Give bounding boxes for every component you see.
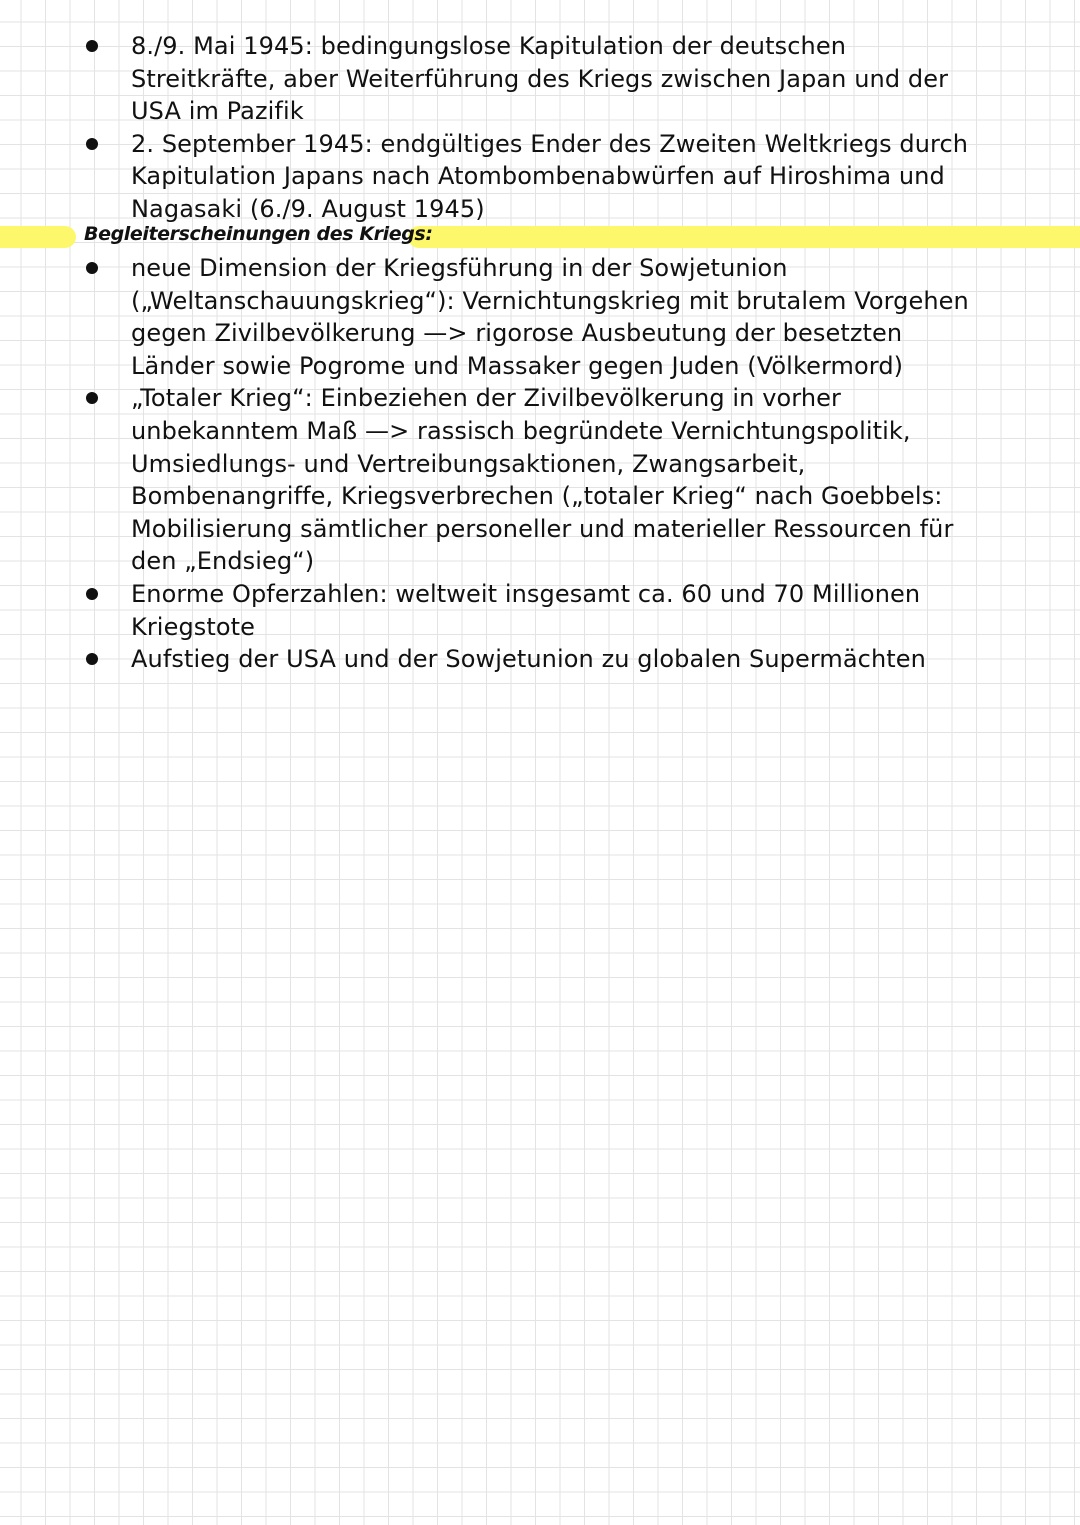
list-item-text: neue Dimension der Kriegsführung in der Sowjetunion („Weltanschauungskrieg“): Vernichtungskrieg mit brutalem Vorgehen gegen Zivilbevölkerung —> rigorose Ausbeutung der besetzten Länder sowie Pogrome und Massaker gegen Juden (Völkermord): [131, 254, 969, 380]
list-item-text: Aufstieg der USA und der Sowjetunion zu globalen Supermächten: [131, 645, 926, 674]
consequences-list: [0, 252, 1080, 676]
list-item: [0, 643, 1080, 676]
highlight-marker-right: [408, 226, 1080, 248]
bullet-dot-icon: [86, 138, 98, 150]
list-item-text: Enorme Opferzahlen: weltweit insgesamt ca. 60 und 70 Millionen Kriegstote: [131, 579, 921, 641]
section-heading: Begleiterscheinungen des Kriegs:: [84, 223, 433, 245]
bullet-dot-icon: [86, 653, 98, 665]
list-item: [0, 578, 1080, 643]
list-item: [0, 128, 1080, 226]
bullet-dot-icon: [86, 392, 98, 404]
list-item-text: 2. September 1945: endgültiges Ender des Zweiten Weltkriegs durch Kapitulation Japans nach Atombombenabwürfen auf Hiroshima und Nagasaki (6./9. August 1945): [131, 129, 969, 223]
list-item-text: 8./9. Mai 1945: bedingungslose Kapitulation der deutschen Streitkräfte, aber Weiterführung des Kriegs zwischen Japan und der USA im Pazifik: [131, 32, 949, 126]
bullet-dot-icon: [86, 262, 98, 274]
list-item: [0, 382, 1080, 578]
bullet-dot-icon: [86, 588, 98, 600]
list-item: [0, 252, 1080, 382]
section-heading-row: [0, 222, 1080, 252]
timeline-list: [0, 30, 1080, 226]
list-item-text: „Totaler Krieg“: Einbeziehen der Zivilbevölkerung in vorher unbekanntem Maß —> rassisch begründete Vernichtungspolitik, Umsiedlungs- und Vertreibungsaktionen, Zwangsarbeit, Bombenangriffe, Kriegsverbrechen („totaler Krieg“ nach Goebbels: Mobilisierung sämtlicher personeller und materieller Ressourcen für den „Endsieg“): [131, 384, 954, 576]
bullet-dot-icon: [86, 40, 98, 52]
highlight-marker-left: [0, 226, 76, 248]
list-item: [0, 30, 1080, 128]
